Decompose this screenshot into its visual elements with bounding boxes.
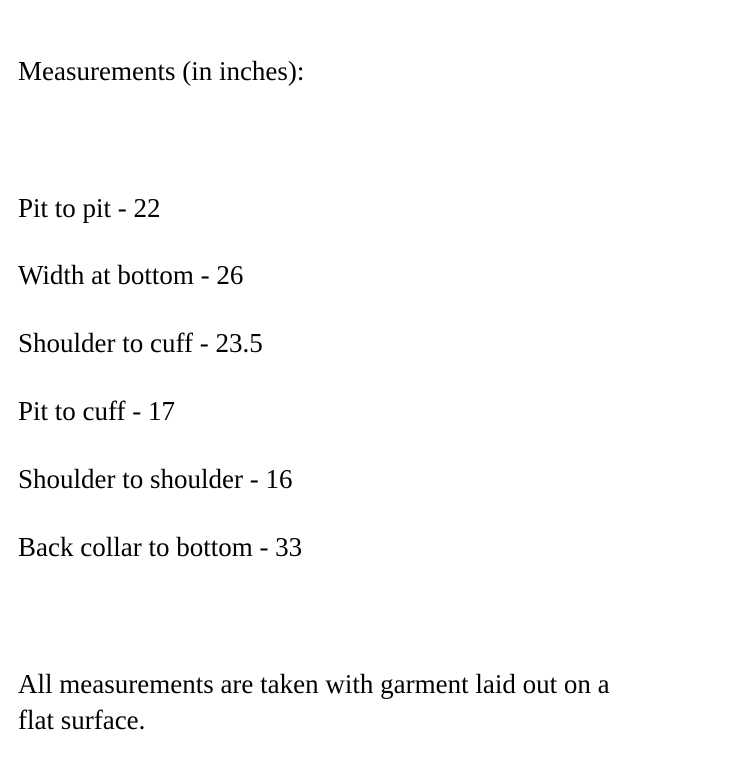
measurement-pit-to-pit: Pit to pit - 22 <box>18 193 161 223</box>
measurement-back-collar-to-bottom: Back collar to bottom - 33 <box>18 532 303 562</box>
measurement-width-at-bottom: Width at bottom - 26 <box>18 260 244 290</box>
measurement-shoulder-to-shoulder: Shoulder to shoulder - 16 <box>18 464 293 494</box>
measurement-pit-to-cuff: Pit to cuff - 17 <box>18 396 175 426</box>
measurement-shoulder-to-cuff: Shoulder to cuff - 23.5 <box>18 328 263 358</box>
measurements-heading: Measurements (in inches): <box>18 56 305 86</box>
measurement-note-line-2: flat surface. <box>18 705 146 735</box>
measurement-note-line-1: All measurements are taken with garment laid out on a <box>18 669 610 699</box>
